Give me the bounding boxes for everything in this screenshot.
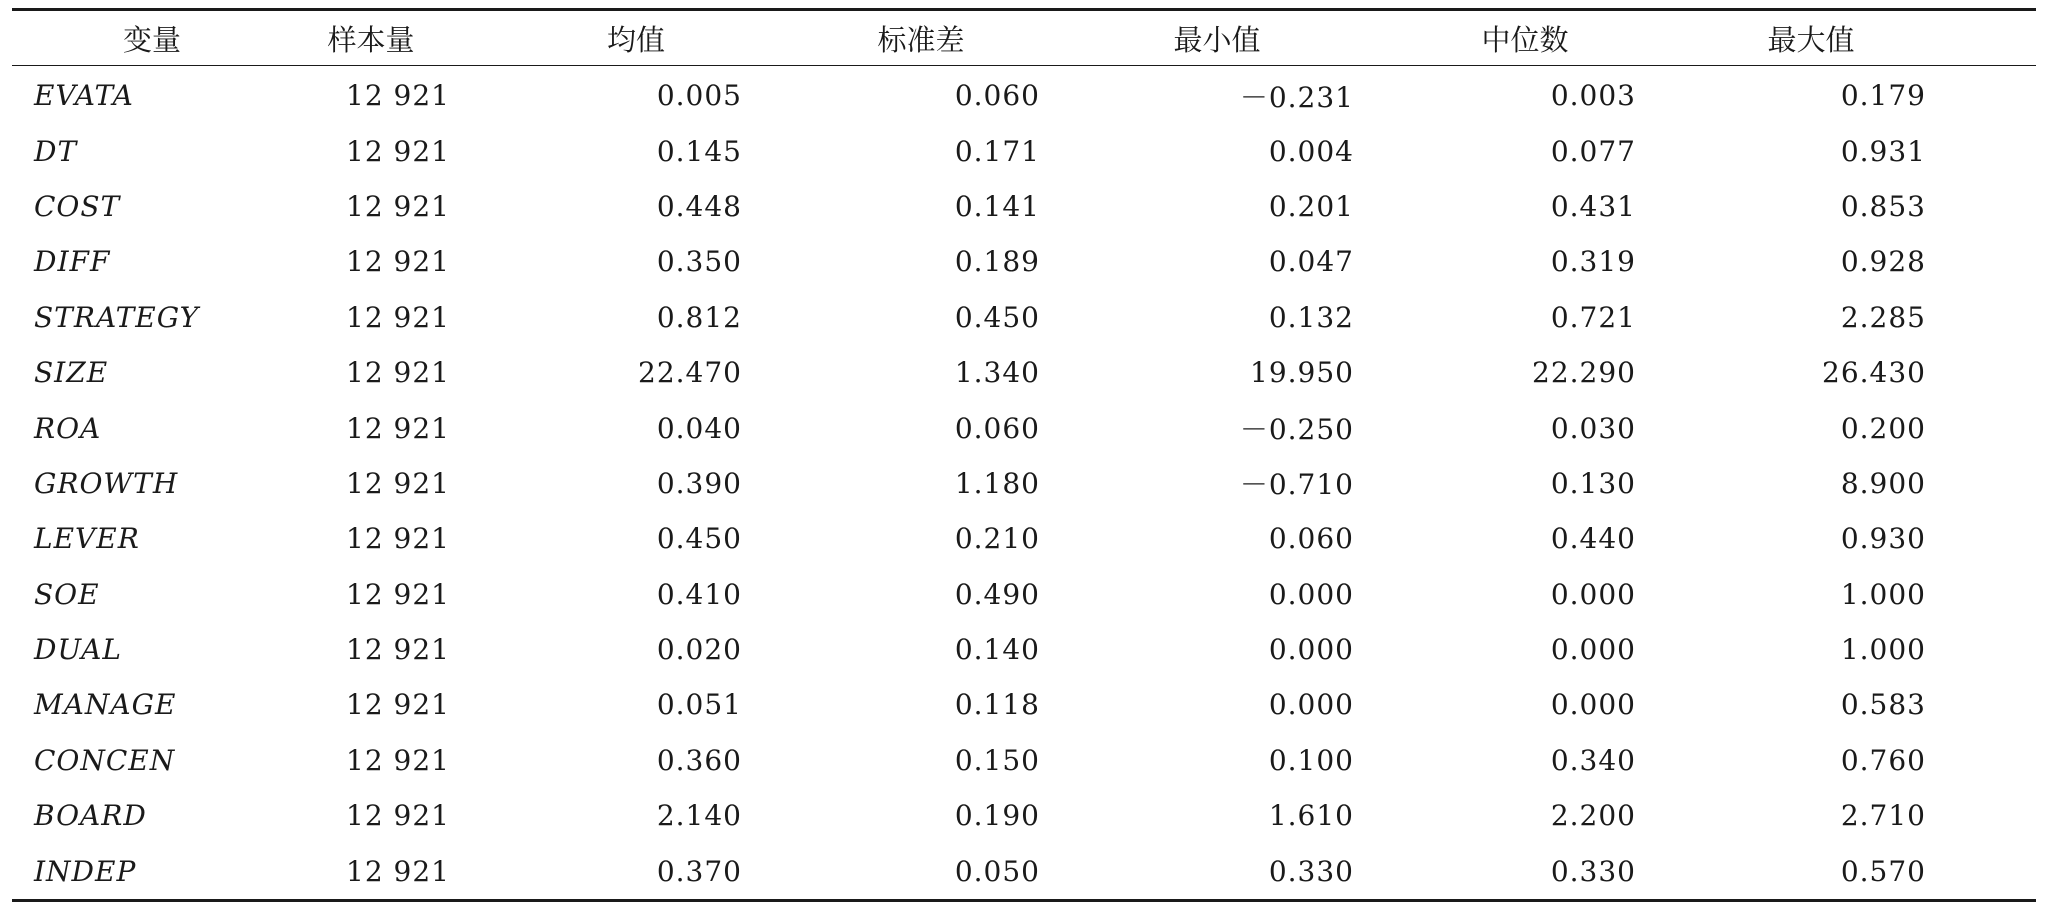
cell-std-dev: 0.190 (954, 799, 1040, 833)
cell-min: 0.047 (1268, 245, 1354, 279)
cell-sample-size: 12 921 (346, 189, 450, 223)
header-mean: 均值 (606, 22, 665, 57)
cell-max: 0.928 (1840, 245, 1926, 279)
row-spacer (1926, 456, 2036, 511)
cell-max: 2.285 (1840, 300, 1926, 334)
cell-mean: 0.020 (656, 633, 742, 667)
cell-mean: 0.410 (656, 577, 742, 611)
cell-min: 0.201 (1268, 189, 1354, 223)
cell-std-dev: 0.490 (954, 577, 1040, 611)
cell-max: 0.853 (1840, 189, 1926, 223)
cell-max: 8.900 (1840, 466, 1926, 500)
cell-sample-size: 12 921 (346, 411, 450, 445)
table-header (12, 10, 2036, 66)
cell-sample-size: 12 921 (346, 134, 450, 168)
cell-std-dev: 0.140 (954, 633, 1040, 667)
cell-median: 0.340 (1550, 743, 1636, 777)
cell-min: 0.060 (1268, 522, 1354, 556)
table-body (12, 66, 2036, 901)
header-std-dev: 标准差 (877, 22, 965, 57)
row-spacer (1926, 733, 2036, 788)
header-min: 最小值 (1173, 22, 1261, 57)
cell-variable: DT (34, 134, 78, 168)
cell-variable: GROWTH (34, 466, 179, 500)
cell-median: 0.000 (1550, 688, 1636, 722)
cell-max: 2.710 (1840, 799, 1926, 833)
cell-median: 0.330 (1550, 854, 1636, 888)
cell-sample-size: 12 921 (346, 356, 450, 390)
header-median: 中位数 (1481, 22, 1569, 57)
row-spacer (1926, 511, 2036, 566)
cell-min: 0.000 (1268, 633, 1354, 667)
cell-max: 0.179 (1840, 79, 1926, 113)
header-max: 最大值 (1767, 22, 1855, 57)
cell-mean: 0.145 (656, 134, 742, 168)
row-spacer (1926, 622, 2036, 677)
cell-std-dev: 0.141 (954, 189, 1040, 223)
cell-median: 0.077 (1550, 134, 1636, 168)
header-spacer (1926, 10, 2036, 66)
row-spacer (1926, 677, 2036, 732)
cell-sample-size: 12 921 (346, 245, 450, 279)
cell-max: 1.000 (1840, 577, 1926, 611)
cell-median: 2.200 (1550, 799, 1636, 833)
row-spacer (1926, 66, 2036, 124)
cell-sample-size: 12 921 (346, 633, 450, 667)
cell-sample-size: 12 921 (346, 688, 450, 722)
cell-min: －0.231 (1239, 80, 1354, 114)
cell-mean: 0.450 (656, 522, 742, 556)
cell-median: 0.000 (1550, 577, 1636, 611)
cell-variable: BOARD (34, 799, 147, 833)
header-variable: 变量 (122, 22, 181, 57)
cell-min: 0.004 (1268, 134, 1354, 168)
cell-std-dev: 0.060 (954, 411, 1040, 445)
cell-std-dev: 0.118 (954, 688, 1040, 722)
table-row (12, 345, 2036, 400)
table-row (12, 677, 2036, 732)
cell-variable: EVATA (34, 79, 134, 113)
cell-min: 0.000 (1268, 577, 1354, 611)
table-row (12, 290, 2036, 345)
cell-min: 0.330 (1268, 854, 1354, 888)
cell-std-dev: 1.340 (954, 356, 1040, 390)
cell-mean: 0.370 (656, 854, 742, 888)
cell-max: 0.583 (1840, 688, 1926, 722)
cell-mean: 0.051 (656, 688, 742, 722)
cell-max: 1.000 (1840, 633, 1926, 667)
cell-mean: 0.448 (656, 189, 742, 223)
table-row (12, 400, 2036, 455)
descriptive-statistics-table-container (12, 8, 2036, 902)
row-spacer (1926, 345, 2036, 400)
cell-variable: STRATEGY (34, 300, 200, 334)
cell-min: 19.950 (1250, 356, 1354, 390)
cell-variable: LEVER (34, 522, 140, 556)
cell-mean: 2.140 (656, 799, 742, 833)
cell-median: 0.003 (1550, 79, 1636, 113)
cell-std-dev: 0.450 (954, 300, 1040, 334)
cell-variable: COST (34, 189, 121, 223)
header-sample-size: 样本量 (327, 22, 415, 57)
table-row (12, 622, 2036, 677)
table-row (12, 733, 2036, 788)
cell-variable: DIFF (34, 245, 111, 279)
cell-variable: CONCEN (34, 743, 176, 777)
cell-median: 0.000 (1550, 633, 1636, 667)
cell-sample-size: 12 921 (346, 854, 450, 888)
cell-max: 0.200 (1840, 411, 1926, 445)
table-row (12, 511, 2036, 566)
cell-sample-size: 12 921 (346, 743, 450, 777)
table-row (12, 234, 2036, 289)
cell-min: 0.000 (1268, 688, 1354, 722)
cell-std-dev: 0.060 (954, 79, 1040, 113)
table-row (12, 567, 2036, 622)
cell-max: 0.930 (1840, 522, 1926, 556)
table-row (12, 788, 2036, 843)
cell-min: 0.100 (1268, 743, 1354, 777)
table-row (12, 123, 2036, 178)
header-row (12, 10, 2036, 66)
cell-std-dev: 0.150 (954, 743, 1040, 777)
cell-mean: 0.350 (656, 245, 742, 279)
cell-sample-size: 12 921 (346, 522, 450, 556)
cell-median: 0.319 (1550, 245, 1636, 279)
cell-sample-size: 12 921 (346, 577, 450, 611)
cell-max: 0.760 (1840, 743, 1926, 777)
row-spacer (1926, 234, 2036, 289)
row-spacer (1926, 567, 2036, 622)
cell-variable: ROA (34, 411, 102, 445)
cell-median: 0.721 (1550, 300, 1636, 334)
cell-mean: 0.390 (656, 466, 742, 500)
table-row (12, 456, 2036, 511)
cell-sample-size: 12 921 (346, 799, 450, 833)
table-row (12, 843, 2036, 900)
cell-min: 1.610 (1268, 799, 1354, 833)
cell-mean: 0.040 (656, 411, 742, 445)
cell-median: 0.440 (1550, 522, 1636, 556)
table-row (12, 66, 2036, 124)
row-spacer (1926, 788, 2036, 843)
cell-max: 0.931 (1840, 134, 1926, 168)
cell-median: 0.030 (1550, 411, 1636, 445)
cell-mean: 22.470 (638, 356, 742, 390)
row-spacer (1926, 290, 2036, 345)
cell-variable: MANAGE (34, 688, 177, 722)
cell-min: －0.710 (1239, 468, 1354, 502)
cell-std-dev: 0.171 (954, 134, 1040, 168)
table-row (12, 179, 2036, 234)
cell-mean: 0.005 (656, 79, 742, 113)
row-spacer (1926, 843, 2036, 900)
cell-std-dev: 1.180 (954, 466, 1040, 500)
cell-variable: DUAL (34, 633, 122, 667)
row-spacer (1926, 179, 2036, 234)
cell-max: 26.430 (1822, 356, 1926, 390)
cell-variable: SOE (34, 577, 100, 611)
cell-median: 0.130 (1550, 466, 1636, 500)
cell-sample-size: 12 921 (346, 300, 450, 334)
row-spacer (1926, 400, 2036, 455)
cell-std-dev: 0.210 (954, 522, 1040, 556)
cell-std-dev: 0.189 (954, 245, 1040, 279)
cell-sample-size: 12 921 (346, 466, 450, 500)
cell-min: －0.250 (1239, 413, 1354, 447)
descriptive-statistics-table (12, 8, 2036, 902)
cell-median: 22.290 (1532, 356, 1636, 390)
cell-median: 0.431 (1550, 189, 1636, 223)
cell-mean: 0.360 (656, 743, 742, 777)
cell-min: 0.132 (1268, 300, 1354, 334)
row-spacer (1926, 123, 2036, 178)
cell-variable: SIZE (34, 356, 109, 390)
cell-variable: INDEP (34, 854, 137, 888)
cell-sample-size: 12 921 (346, 79, 450, 113)
cell-max: 0.570 (1840, 854, 1926, 888)
cell-std-dev: 0.050 (954, 854, 1040, 888)
cell-mean: 0.812 (656, 300, 742, 334)
